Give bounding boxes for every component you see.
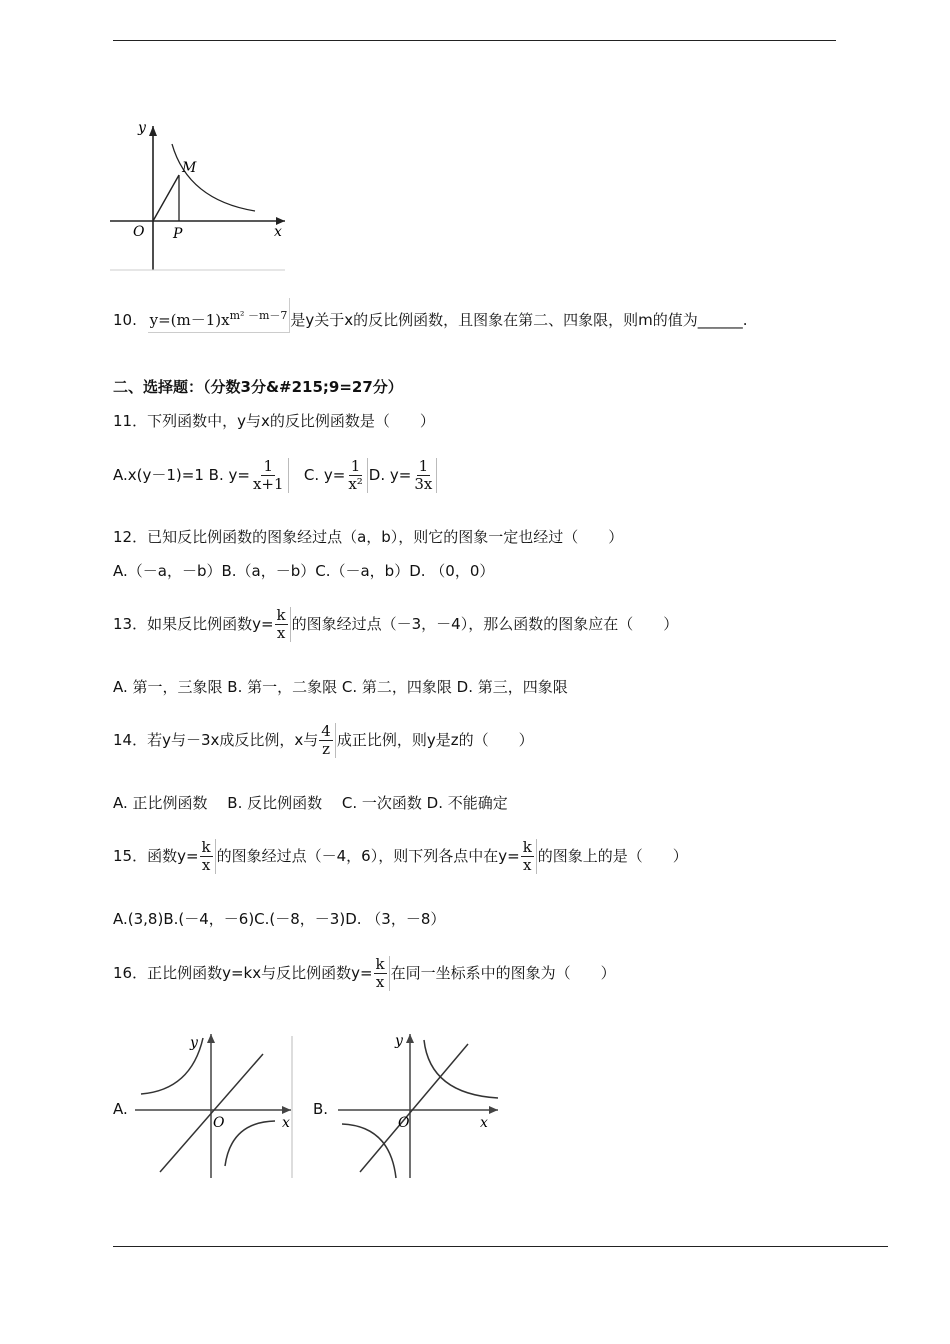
q11-option-d-label: D. y=	[368, 466, 412, 484]
q15-stem-pre: 15．函数y=	[113, 847, 199, 865]
q13-numerator: k	[276, 606, 286, 624]
question-12-options: A.（－a，－b）B.（a，－b）C.（－a，b）D. （0，0）	[113, 562, 495, 580]
q16-b-x-label: x	[480, 1115, 488, 1131]
q16-option-b-label: B.	[313, 1100, 329, 1118]
q14-stem-post: 成正比例，则y是z的（ ）	[336, 731, 534, 749]
graph-inverse-function-with-point-m	[110, 118, 290, 273]
question-10-text: 是y关于x的反比例函数，且图象在第二、四象限，则m的值为______.	[290, 311, 748, 329]
q11-option-b-label: B. y=	[208, 466, 250, 484]
question-13-stem	[113, 607, 678, 642]
question-10-formula-base: y=(m－1)x	[149, 311, 230, 329]
q15-denominator-1: x	[201, 856, 211, 874]
q15-stem-mid: 的图象经过点（－4，6），则下列各点中在y=	[216, 847, 520, 865]
q16-fraction	[374, 956, 390, 991]
q11-option-b-fraction	[251, 458, 289, 493]
question-11-stem: 11．下列函数中，y与x的反比例函数是（ ）	[113, 412, 435, 430]
question-10-formula	[148, 298, 291, 333]
q11-b-denominator: x+1	[252, 475, 284, 493]
question-15-options: A.(3,8)B.(－4，－6)C.(－8，－3)D. （3，－8）	[113, 910, 446, 928]
q11-c-numerator: 1	[350, 457, 361, 475]
question-11-options	[113, 458, 438, 493]
question-15-stem	[113, 839, 688, 874]
bottom-rule	[113, 1246, 888, 1247]
q11-option-c-fraction	[346, 458, 367, 493]
q11-option-c-label: C. y=	[303, 466, 346, 484]
top-rule	[113, 40, 836, 41]
question-13-options: A. 第一，三象限 B. 第一，二象限 C. 第二，四象限 D. 第三，四象限	[113, 678, 568, 696]
q16-b-origin-label: O	[398, 1115, 410, 1131]
q11-d-denominator: 3x	[414, 475, 433, 493]
q16-option-a-graph	[135, 1032, 295, 1180]
q15-numerator-1: k	[201, 838, 211, 856]
q16-option-b-graph	[338, 1032, 503, 1180]
q14-denominator: z	[322, 740, 330, 758]
q16-option-a-label: A.	[113, 1100, 128, 1118]
question-10-formula-exponent: m² －m－7	[229, 309, 288, 322]
question-16-stem	[113, 956, 616, 991]
q16-denominator: x	[375, 973, 385, 991]
q15-stem-post: 的图象上的是（ ）	[537, 847, 688, 865]
q16-stem-pre: 16．正比例函数y=kx与反比例函数y=	[113, 964, 373, 982]
q15-fraction-1	[200, 839, 216, 874]
point-m-label: M	[182, 160, 197, 176]
q14-numerator: 4	[321, 722, 331, 740]
q16-numerator: k	[375, 955, 385, 973]
q13-fraction	[275, 607, 291, 642]
q16-a-y-label: y	[190, 1035, 198, 1051]
question-10-number: 10.	[113, 311, 137, 329]
q13-denominator: x	[276, 624, 286, 642]
q15-denominator-2: x	[523, 856, 532, 874]
q15-numerator-2: k	[522, 838, 532, 856]
section-2-title: 二、选择题：（分数3分&#215;9=27分）	[113, 378, 403, 396]
q13-stem-post: 的图象经过点（－3，－4），那么函数的图象应在（ ）	[291, 615, 679, 633]
q11-option-a: A.x(y－1)=1	[113, 466, 204, 484]
q11-c-denominator: x²	[348, 475, 363, 493]
q15-fraction-2	[521, 839, 537, 874]
q13-stem-pre: 13．如果反比例函数y=	[113, 615, 274, 633]
q11-b-numerator: 1	[263, 457, 274, 475]
origin-label: O	[133, 224, 145, 240]
q16-a-x-label: x	[282, 1115, 290, 1131]
y-axis-label: y	[138, 120, 146, 136]
question-14-options: A. 正比例函数 B. 反比例函数 C. 一次函数 D. 不能确定	[113, 794, 508, 812]
q16-b-y-label: y	[395, 1033, 403, 1049]
question-14-stem	[113, 723, 534, 758]
q16-a-origin-label: O	[213, 1115, 225, 1131]
q11-option-d-fraction	[412, 458, 437, 493]
q14-stem-pre: 14．若y与－3x成反比例，x与	[113, 731, 319, 749]
q11-d-numerator: 1	[418, 457, 429, 475]
q14-fraction	[319, 723, 336, 758]
question-12-stem: 12．已知反比例函数的图象经过点（a，b），则它的图象一定也经过（ ）	[113, 528, 624, 546]
question-10	[113, 298, 748, 333]
q16-stem-post: 在同一坐标系中的图象为（ ）	[390, 964, 616, 982]
x-axis-label: x	[274, 224, 282, 240]
point-p-label: P	[173, 226, 183, 242]
